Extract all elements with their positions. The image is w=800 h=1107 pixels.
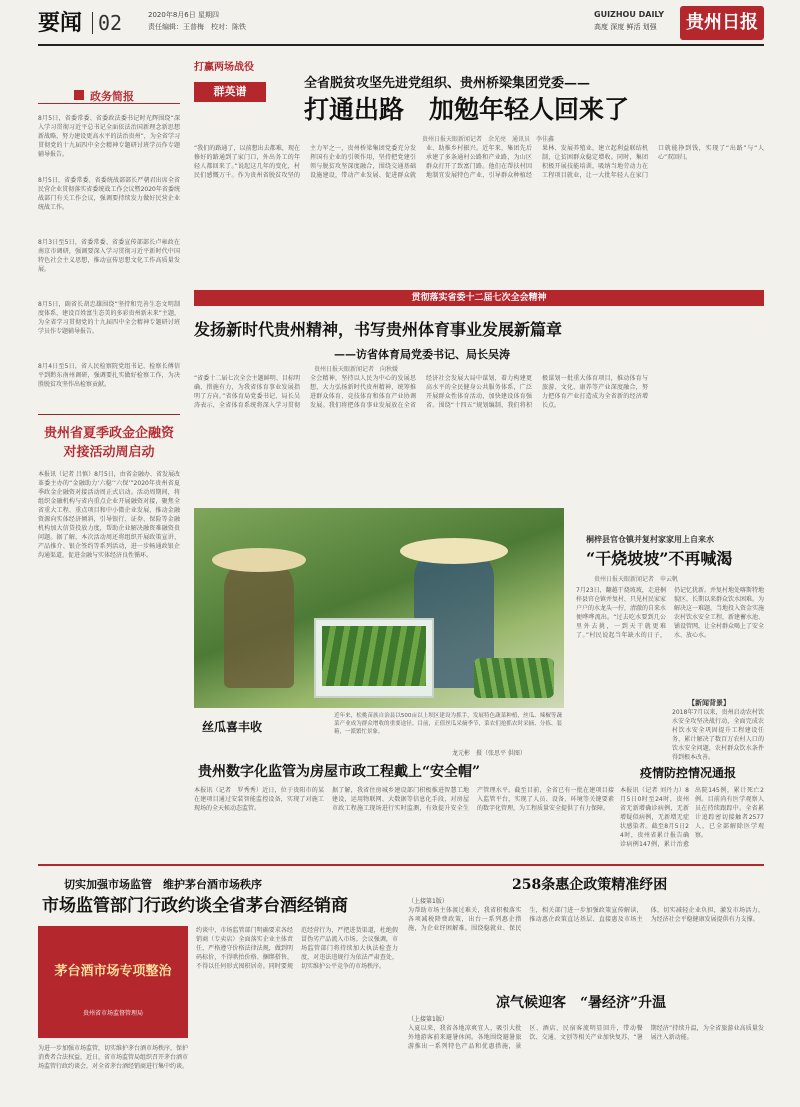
news-background-label: 【新闻背景】 [688, 699, 730, 707]
brief-item: 8月3日至5日，省委常委、省委宣传部部长卢雍政在南京市调研，强调要深入学习贯彻习近平新时代中国特色社会主义思想，推动宣传思想文化工作高质量发展。 [38, 239, 180, 273]
farmer-left-figure [224, 558, 294, 688]
band-label: 贯彻落实省委十二届七次全会精神 [411, 293, 547, 303]
market-banner-text: 茅台酒市场专项整治 [54, 964, 172, 979]
tour-story [408, 992, 764, 1098]
section-title: 要闻 [38, 10, 83, 36]
tax-headline: 258条惠企政策精准纾困 [512, 877, 668, 893]
epidemic-body: 本报讯（记者 刘丹力）8月5日0时至24时，贵州省无新增确诊病例，无新增疑似病例，无新增无症状感染者。截至8月5日24时，贵州省累计报告确诊病例147例，累计治愈出院145例，累计死亡2例。目前尚有医学观察人员在持续跟踪中。全省累计追踪密切接触者2577人，已全部解除医学观察。 [620, 787, 764, 848]
water-body: 7月23日，翻越干烧坡坡，走进桐梓县官仓镇并复村，只见村民家家户户的水龙头一拧，清澈的自来水便哗哗流出。“过去吃水要到几公里外去挑，一到天干就更难了。”村民说起当年缺水的日子，仍记忆犹新。并复村地处喀斯特地貌区，长期以来群众饮水困难。为解决这一难题，当地投入资金实施农村饮水安全工程，新建蓄水池、铺设管网，让全村群众喝上了安全水、放心水。 [576, 587, 765, 639]
vegetable-crate [314, 618, 434, 698]
story-headline: 打通出路 加勉年轻人回来了 [304, 95, 630, 124]
market-banner [38, 926, 188, 1038]
tax-story [408, 874, 764, 982]
sports-headline: 发扬新时代贵州精神，书写贵州体育事业发展新篇章 [194, 320, 563, 339]
brief-item: 8月5日，省委常委、省委政法委书记时光辉围绕“深入学习贯彻习近平总书记全面依法治国新理念新思想新战略，努力建设更高水平的法治贵州”，为全省学习贯彻党的十九届四中全会精神专题研讨班学员作专题辅导报告。 [38, 115, 180, 158]
masthead-logo: 贵州日报 [680, 6, 764, 40]
sidebar-title-bar [38, 86, 180, 104]
farm-photo [194, 508, 564, 708]
financing-headline: 贵州省夏季政金企融资对接活动周启动 [43, 426, 174, 460]
brief-icon [74, 90, 84, 100]
sidebar-title: 政务简报 [90, 90, 134, 103]
header-english: GUIZHOU DAILY [594, 10, 665, 19]
straw-hat-left [212, 548, 306, 572]
story-overline: 全省脱贫攻坚先进党组织、贵州桥梁集团党委—— [304, 76, 591, 91]
photo-credit: 龙元彬 摄（张思平 供图） [452, 750, 526, 757]
brief-item: 8月5日，省委常委、省委统战部部长严朝君出席全省民营企业贯彻落实省委统战工作会议暨2020年省委统战部门有关工作会议，强调要持续发力做好民营企业统战工作。 [38, 177, 180, 211]
photo-label: 丝瓜喜丰收 [202, 720, 263, 734]
market-overline: 切实加强市场监管 维护茅台酒市场秩序 [64, 878, 262, 891]
news-background: 2018年7月以来，贵州启动农村饮水安全攻坚决战行动，全面完成农村饮水安全巩固提升工程建设任务，累计解决了数百万农村人口的饮水安全问题，农村群众饮水条件得到根本改善。 [672, 709, 764, 761]
market-headline: 市场监管部门行政约谈全省茅台酒经销商 [42, 896, 348, 916]
financing-body: 本报讯（记者 吕慎）8月5日，由省金融办、省发展改革委主办的“金融助力‘六稳’‘六保’”2020年贵州省夏季政金企融资对接活动周正式启动。活动周期间，将组织金融机构与省内重点企业开展融资对接，聚焦全省重大工程、重点项目和中小微企业发展，推动金融资源向实体经济倾斜，引导银行、证券、保险等金融机构加大信贷投放力度，帮助企业解决融资难融资贵问题。据了解，本次活动周还将组织开展政策宣讲、产品推介、银企签约等系列活动，进一步畅通政银企沟通渠道，促进金融与实体经济良性循环。 [38, 471, 180, 559]
tax-body: 为帮助市场主体渡过难关，我省积极落实各项减税降费政策，出台一系列惠企措施，为企业纾困解难。围绕稳就业、保民生，相关部门进一步加强政策宣传解读，推动惠企政策直达基层、直接惠及市场主体，切实减轻企业负担，激发市场活力，为经济社会平稳健康发展提供有力支撑。 [408, 907, 764, 932]
epidemic-headline: 疫情防控情况通报 [640, 766, 737, 780]
sports-sub: ——访省体育局党委书记、局长吴涛 [334, 348, 510, 361]
digital-headline: 贵州数字化监管为房屋市政工程戴上“安全帽” [198, 764, 481, 780]
tour-tag: （上接第1版） [408, 1016, 448, 1023]
story-body: “我们的路通了，以前想出去都难，现在修好的路通到了家门口，外出务工的年轻人都回来了。”说起这几年的变化，村民们感慨万千。作为贵州省脱贫攻坚的主力军之一，贵州桥梁集团党委充分发挥国有企业的引领作用，坚持把党建引领与脱贫攻坚深度融合，围绕交通基础设施建设，带动产业发展、促进群众就业、助推乡村振兴。近年来，集团先后承建了多条通村公路和产业路，为山区群众打开了致富门路。他们在帮扶村因地制宜发展特色产业，引导群众种植经果林、发展养殖业，建立起利益联结机制，让贫困群众稳定增收。同时，集团积极开展技能培训，吸纳当地劳动力在工程项目就业，让一大批年轻人在家门口就能挣到钱，实现了“出路”与“人心”双回归。 [194, 145, 764, 179]
financing-story [38, 424, 180, 824]
band-bar [194, 290, 764, 306]
sports-byline: 贵州日报天眼新闻记者 向秋媛 [314, 366, 399, 373]
tax-tag: （上接第1版） [408, 898, 448, 905]
luffa-pile [474, 658, 554, 698]
straw-hat-right [400, 538, 508, 564]
market-body: 约谈中，市场监管部门明确要求各经销商（专卖店）全面落实企业主体责任，严格遵守价格法律法规，做到明码标价，不得哄抬价格、捆绑搭售，不得以任何形式囤积居奇。同时要规范经营行为，严把进货渠道，杜绝假冒伪劣产品流入市场。会议强调，市场监管部门将持续加大执法检查力度，对违法违规行为依法严肃查处，切实维护公平竞争的市场秩序。 [196, 927, 398, 970]
kicker-sub: 群英谱 [194, 82, 266, 102]
market-banner-sub: 贵州省市场监督管理局 [82, 1010, 143, 1017]
digital-byline: 本报讯（记者 罗秀秀）近日，位于贵阳市的某在建项目通过安装智能监控设备，实现了对施工现场的全天候动态监管。 [194, 787, 324, 812]
brief-item: 8月5日，副省长胡忠雄围绕“坚持和完善生态文明制度体系，建设百姓富生态美的多彩贵州新未来”主题，为全省学习贯彻党的十九届四中全会精神专题研讨班学员作专题辅导报告。 [38, 301, 180, 335]
header-slogan: 高度 深度 鲜活 划强 [594, 23, 657, 31]
sidebar-news-brief [38, 86, 180, 412]
sports-body: “省委十二届七次全会主题鲜明、目标明确、措施有力，为我省体育事业发展指明了方向。”省体育局党委书记、局长吴涛表示，全省体育系统将深入学习贯彻全会精神，坚持以人民为中心的发展思想，大力弘扬新时代贵州精神，统筹推进群众体育、竞技体育和体育产业协调发展。我们将把体育事业发展放在全省经济社会发展大局中谋划，着力构建更高水平的全民健身公共服务体系，广泛开展群众性体育活动，加快建设体育强省。围绕“十四五”规划编制，我们将积极谋划一批重大体育项目，推动体育与旅游、文化、康养等产业深度融合，努力把体育产业打造成为全省新的经济增长点。 [194, 375, 648, 409]
story-byline: 贵州日报天眼新闻记者 余光亮 通讯员 李佳鑫 [422, 136, 555, 143]
header-editors: 责任编辑：王普梅 校对：陈铁 [148, 23, 246, 31]
photo-block [194, 508, 564, 756]
tour-headline: 凉气候迎客 “暑经济”升温 [496, 995, 667, 1011]
market-story [38, 872, 398, 1098]
top-story [194, 60, 764, 286]
water-headline: “干烧坡坡”不再喊渴 [586, 549, 733, 568]
sports-story [194, 312, 764, 502]
water-byline: 贵州日报天眼新闻记者 申云帆 [594, 576, 679, 583]
water-story [576, 508, 765, 761]
photo-caption: 近年来，松桃苗族自治县以500亩以上坝区建设为抓手，发展特色蔬菜种植，丝瓜、辣椒等蔬菜产业成为群众增收的重要途径。目前，正值丝瓜采摘季节，菜农们抢抓农时采摘、分拣、装箱，一派繁忙景象。 [334, 713, 562, 735]
kicker-box [194, 60, 276, 112]
digital-story [194, 762, 614, 852]
market-lead: 为进一步加强市场监管，切实维护茅台酒市场秩序，保护消费者合法权益，近日，省市场监管局组织召开茅台酒市场监管行政约谈会，对全省茅台酒经销商进行集中约谈。 [38, 1045, 189, 1070]
header-date: 2020年8月6日 星期四 [148, 11, 219, 19]
tour-body: 入夏以来，我省各地凉爽宜人，吸引大批外地游客前来避暑休闲。各地围绕避暑旅游推出一系列特色产品和优惠措施，景区、酒店、民宿客流明显回升，带动餐饮、交通、文创等相关产业加快复苏，“暑期经济”持续升温，为全省旅游业高质量发展注入新动能。 [408, 1025, 764, 1050]
water-kicker: 桐梓县官仓镇并复村家家用上自来水 [586, 535, 714, 544]
kicker-label: 打赢两场战役 [194, 62, 254, 73]
epidemic-story [620, 764, 764, 854]
page-header [0, 0, 800, 62]
digital-body: 据了解，我省住房城乡建设部门积极推进智慧工地建设，运用物联网、大数据等信息化手段，对房屋市政工程施工现场进行实时监测，有效提升安全生产管理水平。截至目前，全省已有一批在建项目接入监管平台，实现了人员、设备、环境等关键要素的数字化管理，为工程质量安全提供了有力保障。 [332, 787, 614, 812]
brief-item: 8月4日至5日，省人民检察院党组书记、检察长傅信平到黔东南州调研，强调要扎实做好检察工作，为决胜脱贫攻坚作出检察贡献。 [38, 363, 180, 388]
page-number: 02 [98, 11, 123, 35]
